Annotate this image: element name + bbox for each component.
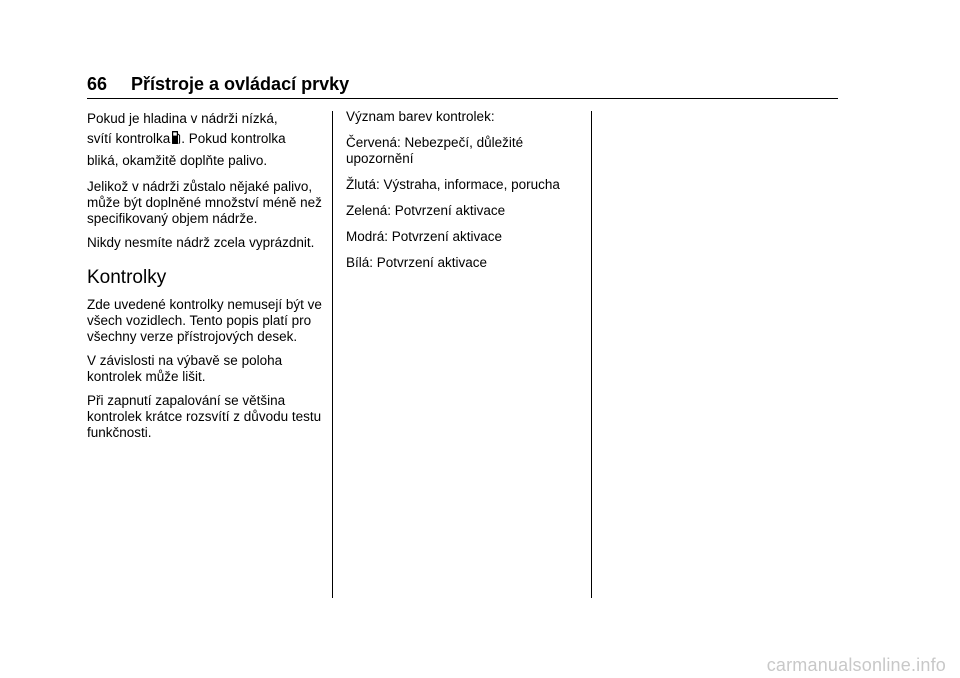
color-meaning-yellow: Žlutá: Výstraha, informace, porucha (346, 177, 560, 192)
paragraph-not-all-vehicles: Zde uvedené kontrolky nemusejí být ve všech vozidlech. Tento popis platí pro všechny verze přístrojových desek. (87, 297, 322, 344)
paragraph-residual-fuel: Jelikož v nádrži zůstalo nějaké palivo, může být doplněné množství méně než specifikovaný objem nádrže. (87, 179, 322, 226)
paragraph-line: Pokud je hladina v nádrži nízká, (87, 111, 278, 126)
left-column (87, 109, 323, 449)
paragraph-line: bliká, okamžitě doplňte palivo. (87, 153, 268, 168)
paragraph-low-fuel (87, 109, 323, 171)
color-meaning-green: Zelená: Potvrzení aktivace (346, 203, 506, 218)
fuel-pump-icon (171, 130, 181, 151)
color-meaning-intro: Význam barev kontrolek: (346, 109, 495, 124)
column-divider-left (332, 111, 333, 598)
color-meaning-white: Bílá: Potvrzení aktivace (346, 255, 488, 270)
right-column (346, 109, 582, 281)
color-meaning-red: Červená: Nebezpečí, důležité upozornění (346, 135, 524, 166)
section-heading: Kontrolky (87, 267, 167, 288)
page-number: 66 (87, 74, 108, 94)
paragraph-position-varies: V závislosti na výbavě se poloha kontrolek může lišit. (87, 353, 283, 384)
page-header (87, 70, 838, 99)
column-divider-right (591, 111, 592, 598)
paragraph-never-empty: Nikdy nesmíte nádrž zcela vyprázdnit. (87, 235, 315, 250)
paragraph-ignition-test: Při zapnutí zapalování se většina kontrolek krátce rozsvítí z důvodu testu funkčnosti. (87, 393, 322, 440)
watermark: carmanualsonline.info (766, 655, 946, 675)
paragraph-line (87, 129, 323, 151)
page-title: Přístroje a ovládací prvky (131, 74, 350, 94)
paragraph-text: . Pokud kontrolka (181, 131, 286, 146)
color-meaning-blue: Modrá: Potvrzení aktivace (346, 229, 503, 244)
paragraph-text: svítí kontrolka (87, 131, 171, 146)
